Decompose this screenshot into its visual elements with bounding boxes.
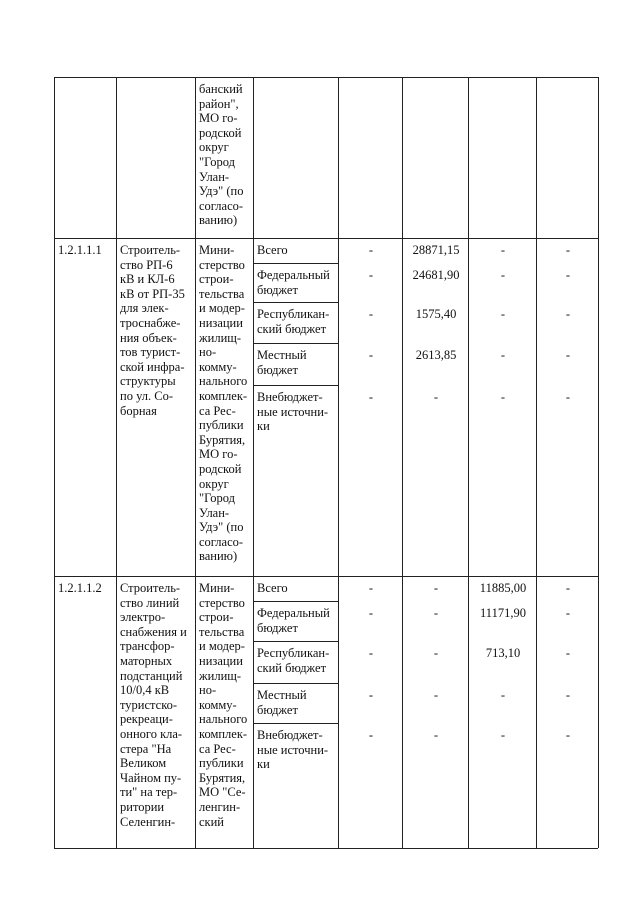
executor: Мини- стерство строи- тельства и модер- низации жилищ- но- комму- нального комплек- са Рес- публики Бурятия, МО "Се- ленгин- ский: [199, 581, 248, 829]
amount-cell: 713,10: [485, 646, 521, 660]
funding-source: Республикан- ский бюджет: [257, 646, 330, 675]
amount-cell: -: [500, 688, 506, 702]
funding-source: Республикан- ский бюджет: [257, 307, 330, 336]
amount-cell: -: [500, 268, 506, 282]
amount-cell: [540, 77, 596, 82]
amount-cell: -: [433, 390, 439, 404]
amount-cell: -: [500, 307, 506, 321]
funding-source: Местный бюджет: [257, 688, 307, 717]
amount-cell: -: [368, 688, 374, 702]
executor: банский район", МО го- родской округ "Город Улан- Удэ" (по согласо- ванию): [199, 82, 244, 228]
amount-cell: -: [500, 243, 506, 257]
amount-cell: -: [368, 581, 374, 595]
amount-cell: 28871,15: [412, 243, 460, 257]
amount-cell: 11171,90: [480, 606, 526, 620]
amount-cell: -: [565, 243, 571, 257]
funding-source: Федеральный бюджет: [257, 606, 330, 635]
funding-source: Всего: [257, 581, 288, 595]
amount-cell: -: [565, 581, 571, 595]
executor: Мини- стерство строи- тельства и модер- низации жилищ- но- комму- нального комплек- са Рес- публики Бурятия, МО го- родской округ "Город Улан- Удэ" (по согласо- ванию): [199, 243, 248, 564]
amount-cell: -: [368, 243, 374, 257]
amount-cell: -: [565, 268, 571, 282]
amount-cell: -: [368, 606, 374, 620]
amount-cell: -: [368, 728, 374, 742]
row-number: 1.2.1.1.1: [58, 243, 102, 257]
funding-source: Местный бюджет: [257, 348, 307, 377]
amount-cell: 1575,40: [415, 307, 457, 321]
amount-cell: -: [433, 581, 439, 595]
amount-cell: -: [565, 728, 571, 742]
amount-cell: -: [368, 348, 374, 362]
amount-cell: [342, 77, 400, 82]
amount-cell: -: [433, 646, 439, 660]
amount-cell: [472, 77, 534, 82]
amount-cell: -: [368, 268, 374, 282]
amount-cell: -: [433, 688, 439, 702]
row-number: [58, 77, 114, 82]
funding-source: [257, 77, 336, 82]
amount-cell: -: [368, 390, 374, 404]
amount-cell: -: [565, 688, 571, 702]
amount-cell: [406, 77, 466, 82]
amount-cell: -: [565, 307, 571, 321]
row-number: 1.2.1.1.2: [58, 581, 102, 595]
measure-name: [120, 77, 193, 82]
amount-cell: -: [500, 728, 506, 742]
amount-cell: -: [565, 606, 571, 620]
funding-source: Всего: [257, 243, 288, 257]
measure-name: Строитель- ство РП-6 кВ и КЛ-6 кВ от РП-35 для элек- троснабже- ния объек- тов турист- ской инфра- структуры по ул. Со- борная: [120, 243, 185, 418]
amount-cell: -: [368, 646, 374, 660]
measure-name: Строитель- ство линий электро- снабжения и трансфор- маторных подстанций 10/0,4 кВ туристско- рекреаци- онного кла- стера "На Великом Чайном пу- ти" на тер- ритории Селенгин-: [120, 581, 187, 829]
funding-source: Внебюджет- ные источни- ки: [257, 390, 329, 434]
amount-cell: -: [565, 390, 571, 404]
amount-cell: -: [368, 307, 374, 321]
amount-cell: -: [500, 390, 506, 404]
amount-cell: -: [500, 348, 506, 362]
funding-source: Федеральный бюджет: [257, 268, 330, 297]
amount-cell: 2613,85: [415, 348, 457, 362]
amount-cell: 24681,90: [412, 268, 460, 282]
amount-cell: -: [433, 606, 439, 620]
funding-source: Внебюджет- ные источни- ки: [257, 728, 329, 772]
amount-cell: -: [565, 348, 571, 362]
amount-cell: -: [433, 728, 439, 742]
amount-cell: 11885,00: [479, 581, 527, 595]
amount-cell: -: [565, 646, 571, 660]
